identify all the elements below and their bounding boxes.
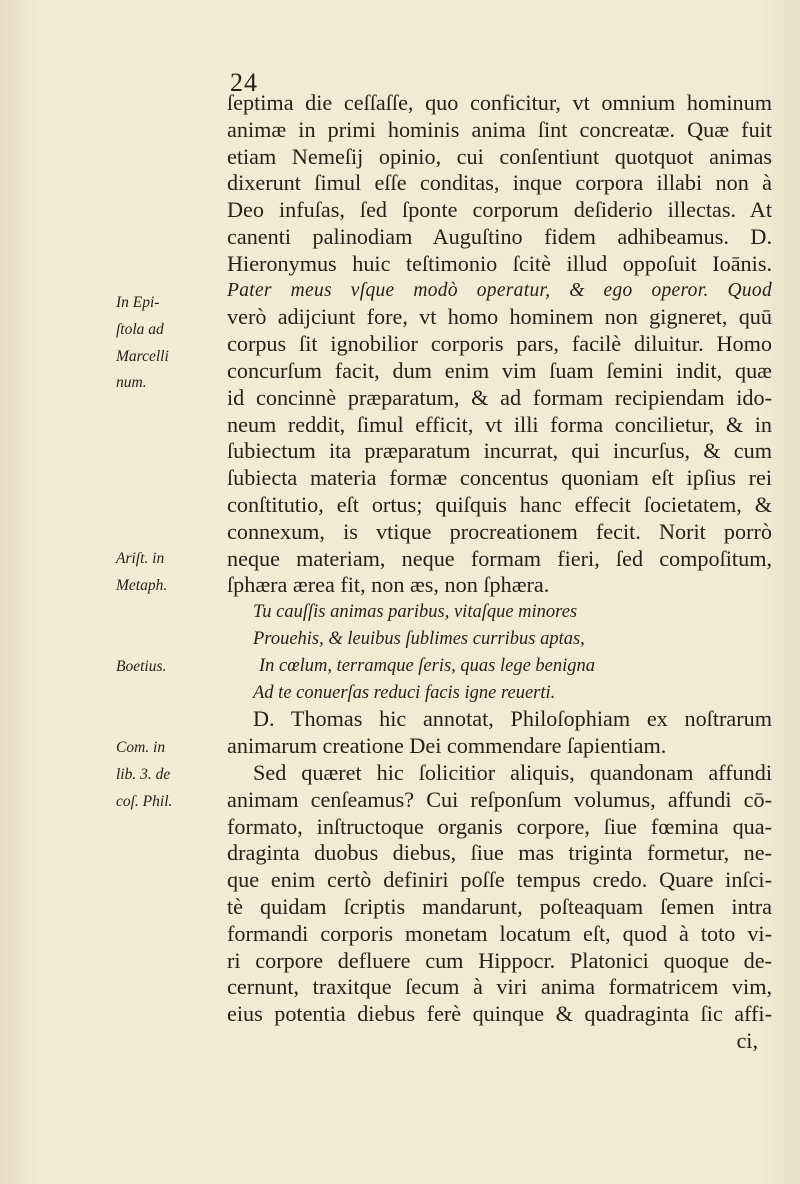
margin-note-line: num. xyxy=(116,374,147,392)
margin-note-line: Marcelli xyxy=(116,347,169,365)
text-line: ſeptima die ceſſaſſe, quo conficitur, vt omnium hominum xyxy=(227,90,772,115)
text-line: tè quidam ſcriptis mandarunt, poſteaquam ſemen intra xyxy=(227,893,772,919)
text-line: neque materiam, neque formam fieri, ſed compoſitum, xyxy=(227,545,772,571)
verse-line: Tu cauſſis animas paribus, vitaſque minores xyxy=(253,602,578,623)
text-line: animæ in primi hominis anima ſint concreatæ. Quæ fuit xyxy=(227,116,772,142)
margin-note-line: Boetius. xyxy=(116,658,167,675)
text-line: ri corpore defluere cum Hippocr. Platonici quoque de- xyxy=(227,947,772,973)
text-line: formandi corporis monetam locatum eſt, quod à toto vi- xyxy=(227,920,772,946)
text-line: concurſum facit, dum enim vim ſuam ſemini indit, quæ xyxy=(227,357,772,383)
text-line: canenti palinodiam Auguſtino fidem adhibeamus. D. xyxy=(227,223,772,249)
verse-line: Prouehis, & leuibus ſublimes curribus aptas, xyxy=(253,628,585,649)
text-line: connexum, is vtique procreationem fecit. Norit porrò xyxy=(227,518,772,544)
text-line: D. Thomas hic annotat, Philoſophiam ex noſtrarum xyxy=(253,706,772,732)
body-text xyxy=(227,90,772,1055)
text-line: corpus ſit ignobilior corporis pars, facilè diluitur. Homo xyxy=(227,331,772,357)
margin-note-line: ſtola ad xyxy=(116,320,164,338)
text-line: formato, inſtructoque organis corpore, ſiue fœmina qua- xyxy=(227,813,772,839)
text-line: animarum creatione Dei commendare ſapientiam. xyxy=(227,733,667,759)
margin-note-line: Com. in xyxy=(116,739,166,756)
text-line: ſphæra ærea fit, non æs, non ſphæra. xyxy=(227,572,550,598)
margin-note xyxy=(116,735,224,815)
text-line: que enim certò definiri poſſe tempus credo. Quare inſci- xyxy=(227,867,772,893)
text-line: verò adijciunt fore, vt homo hominem non gigneret, quū xyxy=(227,304,772,330)
text-line: Hieronymus huic teſtimonio ſcitè illud oppoſuit Ioānis. xyxy=(227,250,772,276)
text-line: ſubiecta materia formæ concentus quoniam eſt ipſius rei xyxy=(227,465,772,491)
text-line: conſtitutio, eſt ortus; quiſquis hanc effecit ſocietatem, & xyxy=(227,491,772,517)
verse-line: In cœlum, terramque ſeris, quas lege benigna xyxy=(259,655,596,676)
margin-note-line: Metaph. xyxy=(116,576,168,594)
catchword: ci, xyxy=(736,1027,758,1053)
text-line: neum reddit, ſimul efficit, vt illi forma concilietur, & in xyxy=(227,411,772,437)
margin-note-line: coſ. Phil. xyxy=(116,792,173,810)
text-line: cernunt, traxitque ſecum à viri anima formatricem vim, xyxy=(227,974,772,1000)
text-line: ſubiectum ita præparatum incurrat, qui incurſus, & cum xyxy=(227,438,772,464)
text-line: Sed quæret hic ſolicitior aliquis, quandonam affundi xyxy=(253,759,772,785)
margin-note xyxy=(116,654,224,681)
text-line: etiam Nemeſij opinio, cui conſentiunt quotquot animas xyxy=(227,143,772,169)
text-line: animam cenſeamus? Cui reſponſum volumus, affundi cō- xyxy=(227,786,772,812)
text-line: id concinnè præparatum, & ad formam recipiendam ido- xyxy=(227,384,772,410)
margin-note-line: Ariſt. in xyxy=(116,550,165,567)
verse-line: Ad te conuerſas reduci facis igne reuerti. xyxy=(253,682,556,703)
margin-note-line: lib. 3. de xyxy=(116,765,171,783)
margin-note xyxy=(116,290,224,397)
text-line: Pater meus vſque modò operatur, & ego operor. Quod xyxy=(227,279,772,301)
text-line: draginta duobus diebus, ſiue mas triginta formetur, ne- xyxy=(227,840,772,866)
margin-note xyxy=(116,546,224,600)
text-line: dixerunt ſimul eſſe conditas, inque corpora illabi non à xyxy=(227,170,772,196)
text-line: eius potentia diebus ferè quinque & quadraginta ſic affi- xyxy=(227,1001,772,1027)
margin-note-line: In Epi- xyxy=(116,294,160,311)
text-line: Deo infuſas, ſed ſponte corporum deſiderio illectas. At xyxy=(227,197,772,223)
page-number: 24 xyxy=(230,68,258,97)
